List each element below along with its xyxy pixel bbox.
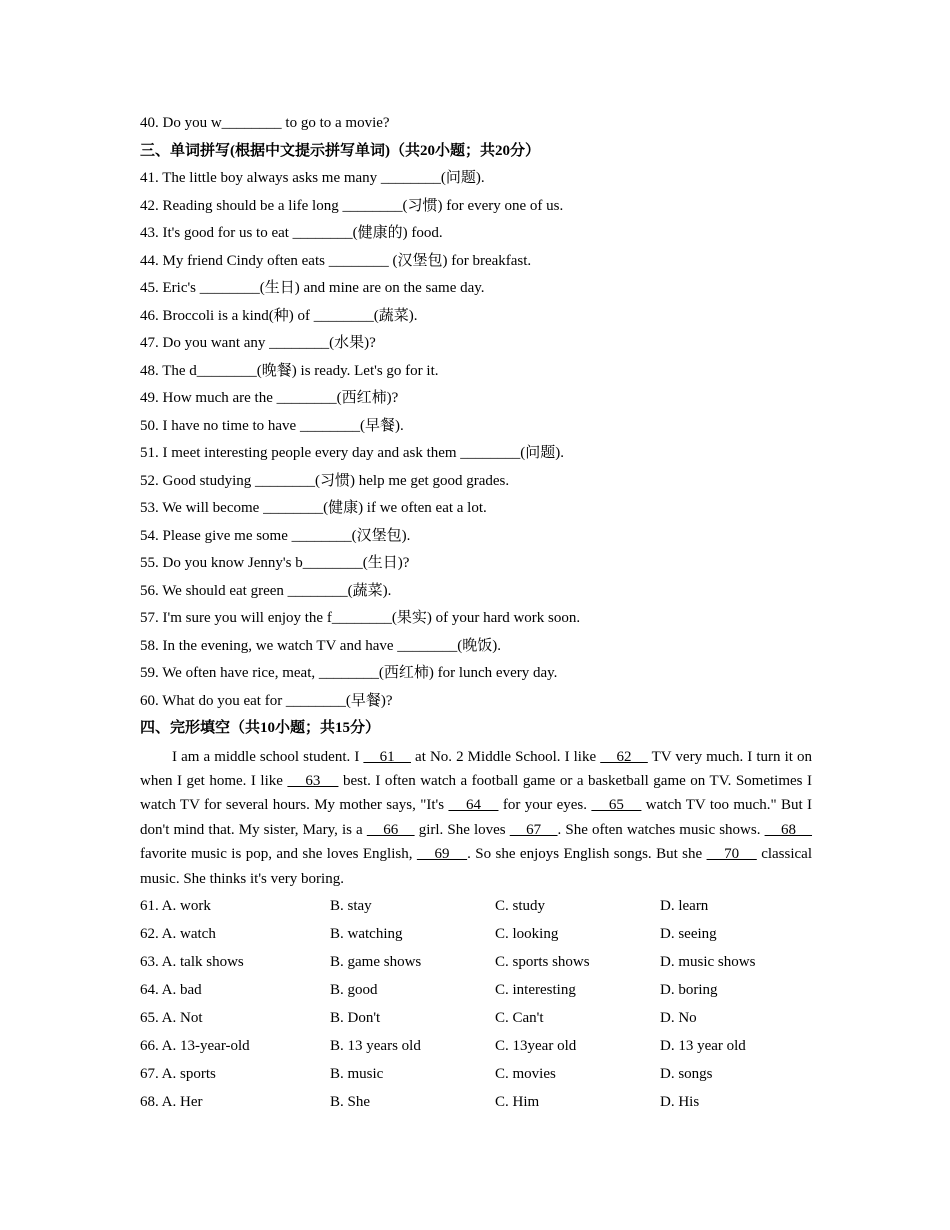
option-row-65 xyxy=(140,1004,812,1032)
option-c: C. Can't xyxy=(495,1009,544,1026)
option-a: 65. A. Not xyxy=(140,1009,203,1026)
option-row-61 xyxy=(140,892,812,920)
blank-68: 68 xyxy=(764,821,813,838)
option-d: D. music shows xyxy=(660,953,756,970)
option-d: D. boring xyxy=(660,981,718,998)
option-c: C. 13year old xyxy=(495,1037,577,1054)
passage-text: I am a middle school student. I xyxy=(172,748,364,765)
option-a: 63. A. talk shows xyxy=(140,953,244,970)
option-a: 66. A. 13-year-old xyxy=(140,1037,250,1054)
option-c: C. study xyxy=(495,897,546,914)
passage-text: watch TV too much." But I don't mind that. My sister, Mary, is a xyxy=(140,797,812,838)
question-52: 52. Good studying ________(习惯) help me get good grades. xyxy=(140,472,510,489)
question-51: 51. I meet interesting people every day and ask them ________(问题). xyxy=(140,445,565,461)
question-41: 41. The little boy always asks me many ________(问题). xyxy=(140,170,485,186)
option-c: C. movies xyxy=(495,1065,556,1082)
passage-text: TV very much. I turn it on when I get home. I like xyxy=(140,748,812,789)
option-d: D. songs xyxy=(660,1065,713,1082)
option-c: C. looking xyxy=(495,925,559,942)
question-53: 53. We will become ________(健康) if we often eat a lot. xyxy=(140,500,487,516)
option-b: B. She xyxy=(330,1093,371,1110)
passage-text: best. I often watch a football game or a basketball game on TV. Sometimes I watch TV for several hours. My mother says, "It's xyxy=(140,772,813,814)
cloze-passage xyxy=(140,745,812,891)
question-56: 56. We should eat green ________(蔬菜). xyxy=(140,582,392,599)
question-59: 59. We often have rice, meat, ________(西红柿) for lunch every day. xyxy=(140,665,558,681)
question-44: 44. My friend Cindy often eats ________ (汉堡包) for breakfast. xyxy=(140,252,532,269)
option-row-64 xyxy=(140,976,812,1004)
option-d: D. 13 year old xyxy=(660,1037,746,1054)
spelling-questions xyxy=(140,165,812,715)
option-a: 67. A. sports xyxy=(140,1065,216,1082)
option-c: C. sports shows xyxy=(495,953,590,970)
question-46: 46. Broccoli is a kind(种) of ________(蔬菜). xyxy=(140,307,418,324)
option-row-67 xyxy=(140,1060,812,1088)
question-47: 47. Do you want any ________(水果)? xyxy=(140,335,376,351)
blank-61: 61 xyxy=(363,748,411,765)
question-45: 45. Eric's ________(生日) and mine are on the same day. xyxy=(140,280,485,296)
passage-text: girl. She loves xyxy=(414,821,510,838)
question-55: 55. Do you know Jenny's b________(生日)? xyxy=(140,555,410,571)
blank-67: 67 xyxy=(509,821,558,838)
blank-64: 64 xyxy=(448,797,499,814)
option-d: D. learn xyxy=(660,897,709,914)
question-50: 50. I have no time to have ________(早餐). xyxy=(140,417,404,434)
option-b: B. good xyxy=(330,981,378,998)
passage-text: for your eyes. xyxy=(498,797,592,814)
passage-text: . She often watches music shows. xyxy=(557,821,765,838)
blank-66: 66 xyxy=(366,821,415,838)
option-d: D. His xyxy=(660,1093,700,1110)
passage-text: . So she enjoys English songs. But she xyxy=(467,846,707,863)
passage-text: at No. 2 Middle School. I like xyxy=(410,748,601,765)
blank-65: 65 xyxy=(591,797,642,814)
passage-text: favorite music is pop, and she loves English, xyxy=(140,846,417,863)
blank-69: 69 xyxy=(416,846,468,863)
option-d: D. No xyxy=(660,1009,697,1026)
blank-63: 63 xyxy=(287,772,339,789)
option-b: B. watching xyxy=(330,925,403,942)
section-3-title: 三、单词拼写(根据中文提示拼写单词)（共20小题；共20分） xyxy=(140,142,540,159)
option-b: B. stay xyxy=(330,897,372,914)
exam-page xyxy=(140,110,812,1116)
blank-62: 62 xyxy=(600,748,648,765)
cloze-options xyxy=(140,892,812,1116)
option-b: B. 13 years old xyxy=(330,1037,421,1054)
option-a: 62. A. watch xyxy=(140,925,216,942)
question-60: 60. What do you eat for ________(早餐)? xyxy=(140,692,393,709)
question-43: 43. It's good for us to eat ________(健康的) food. xyxy=(140,225,443,241)
option-row-62 xyxy=(140,920,812,948)
option-row-63 xyxy=(140,948,812,976)
question-42: 42. Reading should be a life long ________(习惯) for every one of us. xyxy=(140,197,564,214)
section-4-title: 四、完形填空（共10小题；共15分） xyxy=(140,720,381,736)
option-a: 68. A. Her xyxy=(140,1093,203,1110)
passage-text: classical music. She thinks it's very boring. xyxy=(140,846,813,887)
option-c: C. interesting xyxy=(495,981,576,998)
option-d: D. seeing xyxy=(660,925,717,942)
question-54: 54. Please give me some ________(汉堡包). xyxy=(140,527,411,544)
option-a: 61. A. work xyxy=(140,897,211,914)
option-a: 64. A. bad xyxy=(140,981,202,998)
question-49: 49. How much are the ________(西红柿)? xyxy=(140,390,399,406)
option-row-68 xyxy=(140,1088,812,1116)
question-58: 58. In the evening, we watch TV and have ________(晚饭). xyxy=(140,637,502,654)
question-48: 48. The d________(晚餐) is ready. Let's go for it. xyxy=(140,362,439,379)
blank-70: 70 xyxy=(706,846,757,863)
question-57: 57. I'm sure you will enjoy the f________(果实) of your hard work soon. xyxy=(140,610,581,626)
option-b: B. music xyxy=(330,1065,384,1082)
option-c: C. Him xyxy=(495,1093,540,1110)
question-40: 40. Do you w________ to go to a movie? xyxy=(140,115,390,131)
option-row-66 xyxy=(140,1032,812,1060)
option-b: B. Don't xyxy=(330,1009,381,1026)
option-b: B. game shows xyxy=(330,953,422,970)
